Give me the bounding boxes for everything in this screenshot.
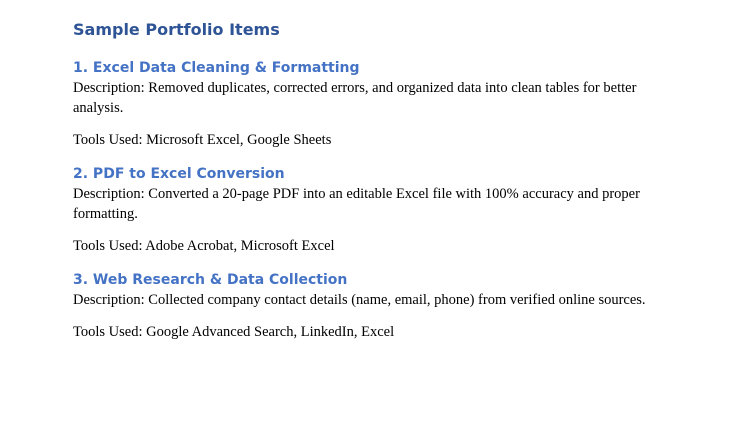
section-description: Description: Collected company contact details (name, email, phone) from verified online sources. [73,292,646,308]
document-page [73,18,673,342]
section-heading: 3. Web Research & Data Collection [73,272,348,288]
section-tools: Tools Used: Google Advanced Search, LinkedIn, Excel [73,324,395,340]
portfolio-item-pdf-conversion [73,164,673,256]
page-title: Sample Portfolio Items [73,20,280,39]
section-description: Description: Removed duplicates, corrected errors, and organized data into clean tables for better analysis. [73,80,637,116]
section-heading: 2. PDF to Excel Conversion [73,166,285,182]
section-description: Description: Converted a 20-page PDF into an editable Excel file with 100% accuracy and proper formatting. [73,186,640,222]
portfolio-item-excel-cleaning [73,58,673,150]
section-tools: Tools Used: Microsoft Excel, Google Sheets [73,132,332,148]
section-tools: Tools Used: Adobe Acrobat, Microsoft Excel [73,238,335,254]
section-heading: 1. Excel Data Cleaning & Formatting [73,60,360,76]
portfolio-item-web-research [73,270,673,342]
